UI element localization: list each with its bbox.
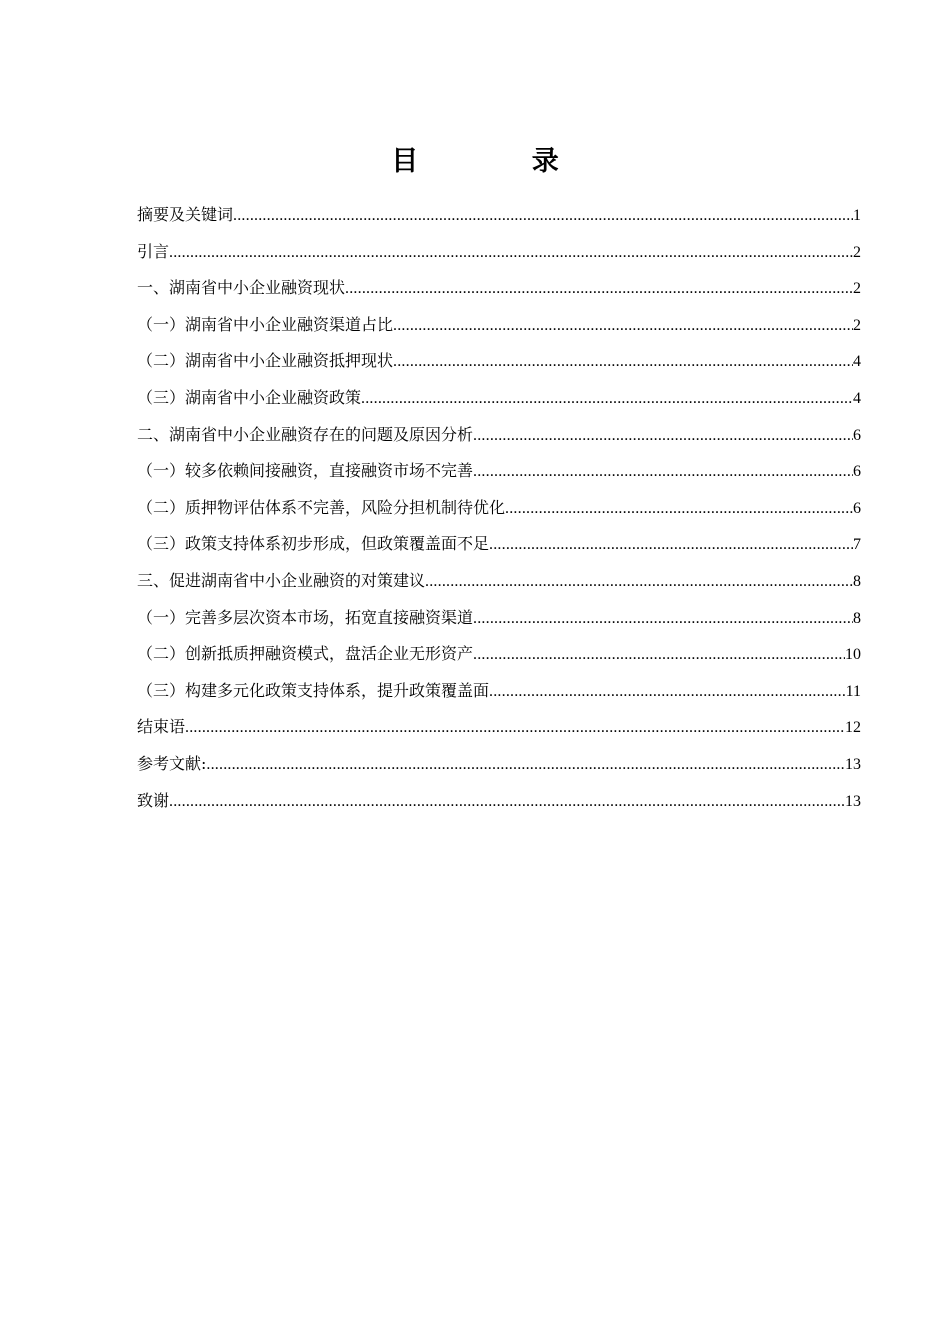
- toc-entry-page: 8: [853, 609, 861, 627]
- toc-entry-page: 4: [853, 389, 861, 407]
- toc-leader-dots: [473, 637, 845, 673]
- toc-leader-dots: [473, 601, 853, 637]
- toc-leader-dots: [345, 271, 853, 307]
- toc-entry-text: （二）质押物评估体系不完善，风险分担机制待优化: [137, 497, 506, 517]
- toc-entry-text: 三、促进湖南省中小企业融资的对策建议: [137, 570, 426, 590]
- toc-entry-text: （三）政策支持体系初步形成，但政策覆盖面不足: [137, 534, 490, 554]
- toc-entry[interactable]: [137, 746, 861, 783]
- toc-leader-dots: [361, 381, 853, 417]
- toc-entry[interactable]: [137, 600, 861, 637]
- toc-entry-text: 致谢: [137, 790, 170, 810]
- toc-entry-page: 7: [853, 536, 861, 554]
- toc-leader-dots: [169, 784, 845, 820]
- toc-leader-dots: [169, 235, 853, 271]
- toc-leader-dots: [473, 418, 853, 454]
- toc-entry[interactable]: [137, 234, 861, 271]
- toc-leader-dots: [393, 308, 853, 344]
- toc-leader-dots: [473, 454, 853, 490]
- toc-entry[interactable]: [137, 709, 861, 746]
- toc-entry-page: 2: [853, 316, 861, 334]
- toc-entry[interactable]: [137, 673, 861, 710]
- toc-entry-page: 13: [845, 755, 861, 773]
- toc-leader-dots: [425, 564, 853, 600]
- toc-entry-page: 11: [845, 682, 861, 700]
- toc-entry-page: 8: [853, 572, 861, 590]
- toc-entry[interactable]: [137, 490, 861, 527]
- toc-leader-dots: [489, 674, 846, 710]
- toc-entry[interactable]: [137, 417, 861, 454]
- toc-entry-text: 结束语: [137, 717, 186, 737]
- toc-entry-text: 引言: [137, 241, 170, 261]
- toc-entry[interactable]: [137, 307, 861, 344]
- toc-entry-text: 一、湖南省中小企业融资现状: [137, 278, 346, 298]
- toc-entry-page: 6: [853, 426, 861, 444]
- toc-entry-text: 参考文献:: [137, 753, 207, 773]
- toc-entry-page: 1: [853, 207, 861, 224]
- toc-entry-page: 13: [845, 792, 861, 810]
- toc-leader-dots: [185, 710, 845, 746]
- toc-title: 目 录: [391, 146, 611, 177]
- toc-leader-dots: [505, 491, 853, 527]
- toc-entry-page: 6: [853, 463, 861, 481]
- toc-leader-dots: [233, 198, 853, 234]
- toc-entry-page: 6: [853, 499, 861, 517]
- toc-entry[interactable]: [137, 636, 861, 673]
- toc-entry-page: 2: [853, 280, 861, 298]
- toc-entry-text: 二、湖南省中小企业融资存在的问题及原因分析: [137, 424, 474, 444]
- toc-entry[interactable]: [137, 526, 861, 563]
- toc-entry[interactable]: [137, 380, 861, 417]
- toc-entry[interactable]: [137, 563, 861, 600]
- toc-entry-text: （一）湖南省中小企业融资渠道占比: [137, 314, 394, 334]
- toc-list: [137, 197, 861, 819]
- toc-leader-dots: [393, 344, 853, 380]
- toc-entry-text: （三）构建多元化政策支持体系，提升政策覆盖面: [137, 680, 490, 700]
- toc-entry[interactable]: [137, 343, 861, 380]
- toc-entry[interactable]: [137, 197, 861, 234]
- toc-entry[interactable]: [137, 783, 861, 820]
- toc-entry-text: （三）湖南省中小企业融资政策: [137, 387, 362, 407]
- toc-entry[interactable]: [137, 453, 861, 490]
- toc-entry-page: 2: [853, 243, 861, 261]
- toc-entry-text: （二）湖南省中小企业融资抵押现状: [137, 351, 394, 371]
- toc-entry-page: 4: [853, 353, 861, 371]
- toc-entry-page: 12: [845, 719, 861, 737]
- toc-entry-text: （一）完善多层次资本市场，拓宽直接融资渠道: [137, 607, 474, 627]
- toc-entry-text: （二）创新抵质押融资模式，盘活企业无形资产: [137, 644, 474, 664]
- toc-entry-text: （一）较多依赖间接融资，直接融资市场不完善: [137, 461, 474, 481]
- toc-entry-page: 10: [845, 646, 861, 664]
- toc-entry-text: 摘要及关键词: [137, 205, 234, 224]
- toc-leader-dots: [489, 527, 853, 563]
- toc-entry[interactable]: [137, 270, 861, 307]
- toc-leader-dots: [206, 747, 845, 783]
